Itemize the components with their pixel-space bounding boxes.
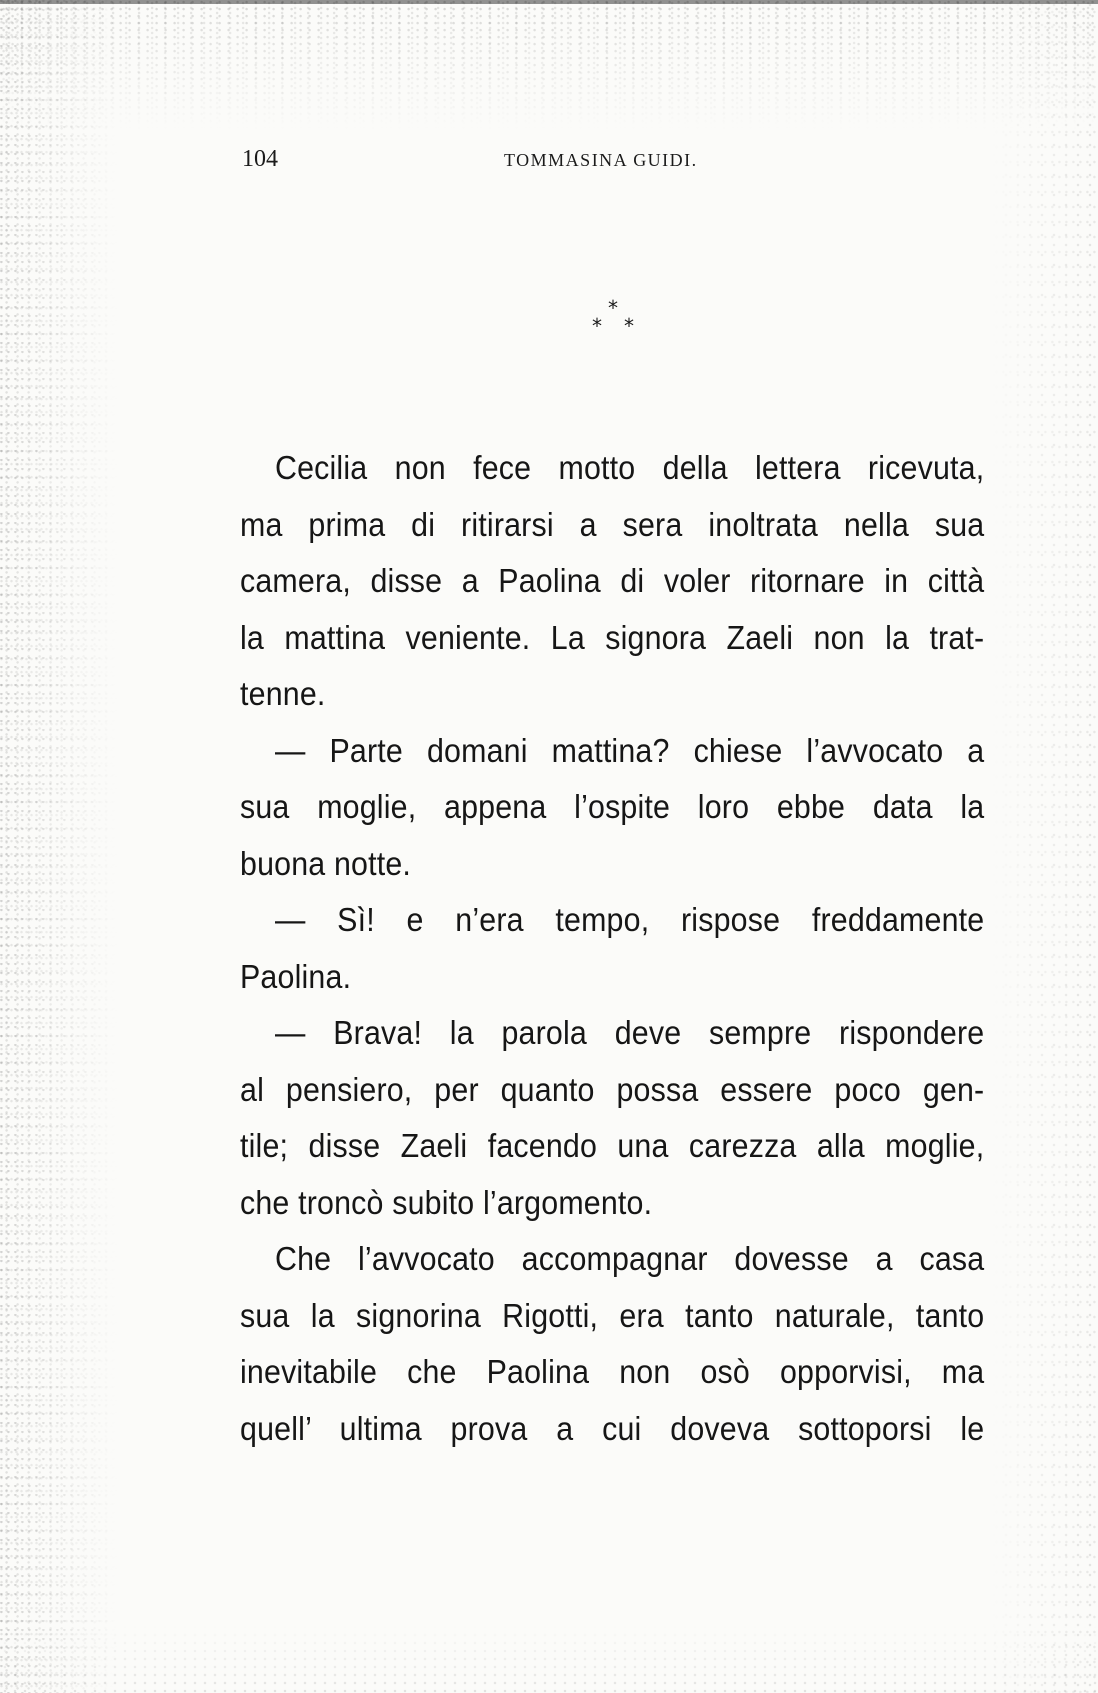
text-line: — Parte domani mattina? chiese l’avvocato a bbox=[274, 731, 985, 769]
text-line: tenne. bbox=[240, 675, 326, 712]
text-line: la mattina veniente. La signora Zaeli non la trat- bbox=[240, 618, 985, 656]
section-break-asterism bbox=[586, 298, 646, 344]
scan-noise-top bbox=[0, 0, 1098, 130]
asterisk-icon: * bbox=[624, 314, 634, 338]
text-line: tile; disse Zaeli facendo una carezza alla moglie, bbox=[240, 1127, 985, 1164]
text-line: ma prima di ritirarsi a sera inoltrata nella sua bbox=[240, 505, 985, 543]
text-line: Cecilia non fece motto della lettera ricevuta, bbox=[274, 449, 985, 486]
text-line: sua la signorina Rigotti, era tanto naturale, tanto bbox=[240, 1296, 985, 1334]
text-line: inevitabile che Paolina non osò opporvisi, ma bbox=[240, 1353, 985, 1390]
text-line: — Sì! e n’era tempo, rispose freddamente bbox=[274, 901, 985, 938]
scan-noise-left bbox=[0, 0, 120, 1693]
scan-noise-bottom bbox=[0, 1623, 1098, 1693]
text-line: Paolina. bbox=[240, 957, 352, 995]
text-line: sua moglie, appena l’ospite loro ebbe data la bbox=[240, 788, 985, 825]
text-line: Che l’avvocato accompagnar dovesse a casa bbox=[274, 1240, 985, 1277]
text-line: quell’ ultima prova a cui doveva sottoporsi le bbox=[240, 1409, 985, 1447]
text-line: camera, disse a Paolina di voler ritornare in città bbox=[240, 562, 985, 599]
text-line: che troncò subito l’argomento. bbox=[240, 1183, 653, 1221]
body-text bbox=[240, 440, 985, 1457]
scan-noise-right bbox=[988, 0, 1098, 1693]
text-line: buona notte. bbox=[240, 844, 412, 882]
running-head-title: TOMMASINA GUIDI. bbox=[504, 150, 698, 170]
asterisk-icon: * bbox=[608, 296, 618, 320]
asterisk-icon: * bbox=[592, 314, 602, 338]
page-number: 104 bbox=[242, 146, 278, 172]
running-head bbox=[242, 146, 742, 176]
text-line: al pensiero, per quanto possa essere poco gen- bbox=[240, 1070, 985, 1108]
text-line: — Brava! la parola deve sempre rispondere bbox=[274, 1014, 985, 1051]
